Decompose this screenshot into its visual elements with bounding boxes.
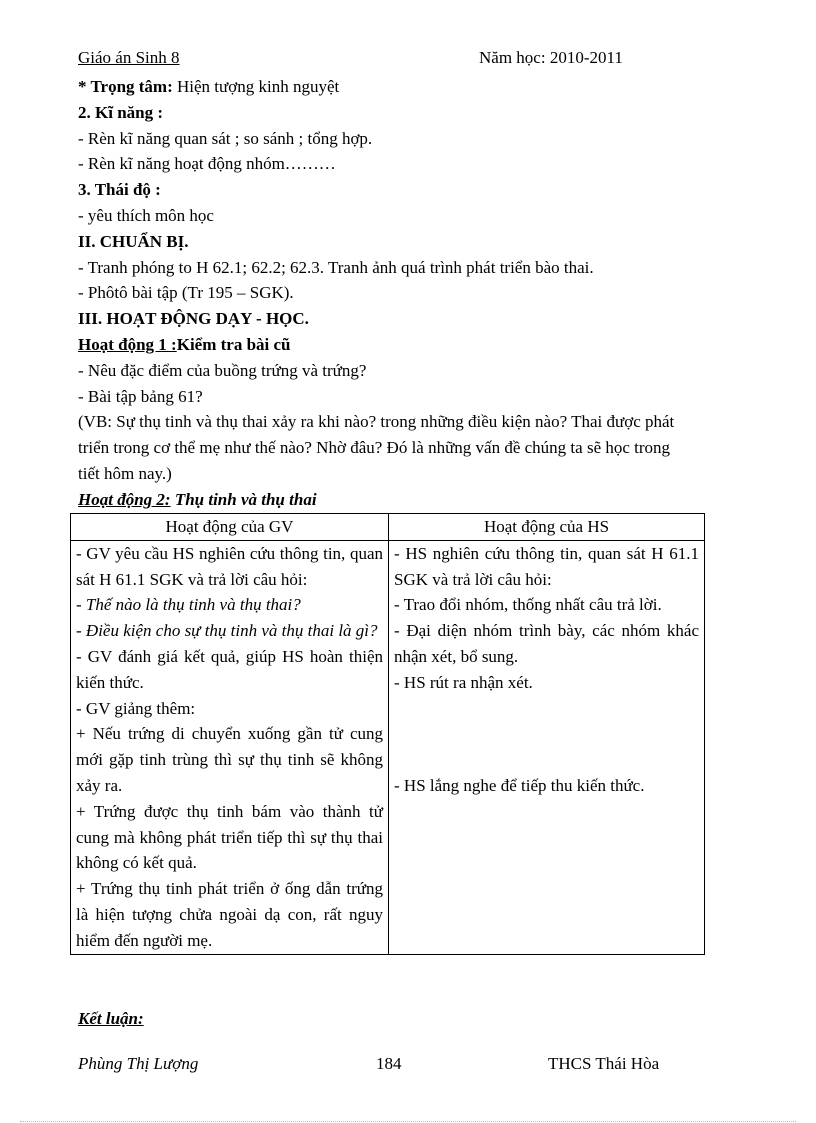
gv-text: - GV giảng thêm:	[76, 698, 196, 718]
skills-heading: 2. Kĩ năng :	[78, 102, 164, 122]
focus-line	[78, 74, 708, 100]
activities-heading: III. HOẠT ĐỘNG DẠY - HỌC.	[78, 309, 309, 329]
preparation-heading: II. CHUẨN BỊ.	[78, 231, 189, 251]
conclusion-heading: Kết luận:	[78, 1009, 144, 1028]
attitude-item: - yêu thích môn học	[78, 205, 214, 225]
hs-text: - HS nghiên cứu thông tin, quan sát H 61.1 SGK và trả lời câu hỏi:	[394, 543, 699, 589]
table-header-row	[71, 514, 705, 541]
page-bottom-divider	[20, 1121, 796, 1122]
page-header	[78, 48, 638, 72]
gv-text: - GV yêu cầu HS nghiên cứu thông tin, quan sát H 61.1 SGK và trả lời câu hỏi:	[76, 543, 383, 589]
lesson-content	[78, 74, 708, 513]
gv-question: - Điều kiện cho sự thụ tinh và thụ thai là gì?	[76, 621, 378, 641]
school-year: Năm học: 2010-2011	[479, 48, 623, 67]
activity1-title	[78, 332, 708, 358]
focus-label: * Trọng tâm:	[78, 77, 173, 96]
activities-table	[70, 513, 705, 955]
activity1-text: Kiểm tra bài cũ	[176, 334, 291, 354]
page-number: 184	[376, 1054, 402, 1073]
gv-question: - Thế nào là thụ tinh và thụ thai?	[76, 595, 301, 615]
focus-text: Hiện tượng kinh nguyệt	[172, 77, 340, 96]
hs-text: - HS lắng nghe để tiếp thu kiến thức.	[394, 775, 645, 795]
column-header-gv: Hoạt động của GV	[71, 514, 389, 541]
footer-school: THCS Thái Hòa	[548, 1054, 660, 1073]
activity1-item: - Bài tập bảng 61?	[78, 386, 203, 406]
gv-text: + Trứng thụ tinh phát triển ở ống dẫn trứng là hiện tượng chửa ngoài dạ con, rất nguy hiểm đến người mẹ.	[76, 879, 383, 950]
table-row	[71, 540, 705, 954]
preparation-item: - Tranh phóng to H 62.1; 62.2; 62.3. Tranh ảnh quá trình phát triển bào thai.	[78, 257, 594, 277]
activity1-item: - Nêu đặc điểm của buồng trứng và trứng?	[78, 360, 367, 380]
hs-text: - Trao đổi nhóm, thống nhất câu trả lời.	[394, 595, 662, 615]
activity2-text: Thụ tinh và thụ thai	[170, 489, 317, 509]
footer-author: Phùng Thị Lượng	[78, 1054, 199, 1073]
gv-text: + Nếu trứng di chuyển xuống gần tử cung mới gặp tinh trùng thì sự thụ tinh sẽ không xảy ra.	[76, 724, 383, 795]
activity2-title	[78, 487, 708, 513]
gv-cell	[71, 540, 389, 954]
activity2-label: Hoạt động 2:	[78, 489, 171, 509]
activity1-label: Hoạt động 1 :	[78, 334, 177, 354]
preparation-item: - Phôtô bài tập (Tr 195 – SGK).	[78, 283, 294, 303]
skills-item: - Rèn kĩ năng quan sát ; so sánh ; tổng hợp.	[78, 128, 373, 148]
hs-text: - Đại diện nhóm trình bày, các nhóm khác nhận xét, bổ sung.	[394, 621, 699, 666]
subject-title: Giáo án Sinh 8	[78, 48, 180, 67]
page-footer	[78, 1054, 718, 1078]
column-header-hs: Hoạt động của HS	[389, 514, 705, 541]
activity1-intro: (VB: Sự thụ tinh và thụ thai xảy ra khi nào? trong những điều kiện nào? Thai được phát triển trong cơ thể mẹ như thế nào? Nhờ đâu? Đó là những vấn đề chúng ta sẽ học trong tiết hôm nay.)	[78, 412, 675, 483]
attitude-heading: 3. Thái độ :	[78, 180, 161, 200]
hs-text: - HS rút ra nhận xét.	[394, 672, 533, 692]
hs-spacer	[394, 696, 699, 773]
gv-text: + Trứng được thụ tinh bám vào thành tử cung mà không phát triển tiếp thì sự thụ thai không có kết quả.	[76, 801, 383, 873]
hs-cell	[389, 540, 705, 954]
gv-text: - GV đánh giá kết quả, giúp HS hoàn thiện kiến thức.	[76, 646, 383, 692]
skills-item: - Rèn kĩ năng hoạt động nhóm………	[78, 154, 336, 174]
